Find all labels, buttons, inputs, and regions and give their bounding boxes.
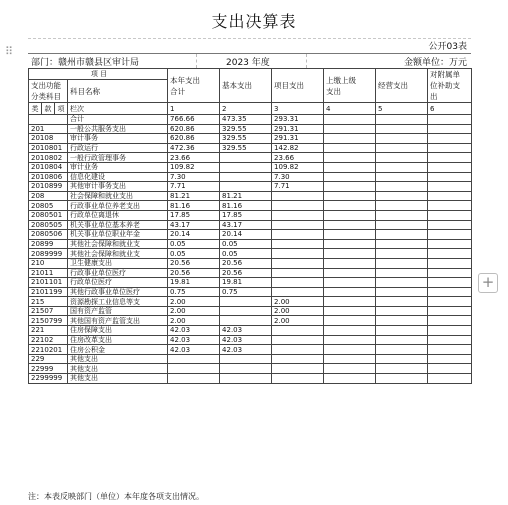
subject-name-cell: 卫生健康支出 xyxy=(68,258,168,268)
table-row xyxy=(29,278,472,288)
upper-cell xyxy=(324,316,376,326)
project-cell xyxy=(272,210,324,220)
subject-name-cell: 信息化建设 xyxy=(68,172,168,182)
total-cell: 20.14 xyxy=(168,230,220,240)
project-cell xyxy=(272,374,324,384)
subject-name-cell: 行政单位离退休 xyxy=(68,210,168,220)
subsidy-cell xyxy=(428,162,472,172)
operating-cell xyxy=(376,374,428,384)
unit-label: 金额单位：万元 xyxy=(403,58,467,68)
basic-cell xyxy=(220,316,272,326)
subject-name-cell: 其他行政事业单位医疗 xyxy=(68,287,168,297)
project-cell: 291.31 xyxy=(272,134,324,144)
total-cell: 42.03 xyxy=(168,345,220,355)
upper-cell xyxy=(324,162,376,172)
upper-cell xyxy=(324,326,376,336)
subsidy-cell xyxy=(428,124,472,134)
subject-name-cell: 行政事业单位医疗 xyxy=(68,268,168,278)
upper-cell xyxy=(324,364,376,374)
upper-cell xyxy=(324,230,376,240)
table-row xyxy=(29,162,472,172)
total-cell: 20.56 xyxy=(168,268,220,278)
operating-cell xyxy=(376,258,428,268)
table-row xyxy=(29,115,472,125)
divider xyxy=(196,54,197,68)
col-upper-header xyxy=(324,69,376,103)
subsidy-cell xyxy=(428,191,472,201)
operating-cell xyxy=(376,115,428,125)
col-subsidy-line3: 出 xyxy=(430,92,438,101)
table-row xyxy=(29,364,472,374)
col-num: 4 xyxy=(324,103,376,115)
subsidy-cell xyxy=(428,287,472,297)
subject-name-cell: 资源勘探工业信息等支 xyxy=(68,297,168,307)
col-operating-header: 经营支出 xyxy=(376,69,428,103)
subsidy-cell xyxy=(428,249,472,259)
basic-cell: 0.75 xyxy=(220,287,272,297)
upper-cell xyxy=(324,335,376,345)
table-row xyxy=(29,182,472,192)
upper-cell xyxy=(324,374,376,384)
project-cell xyxy=(272,326,324,336)
subject-name-cell: 合计 xyxy=(68,115,168,125)
func-code-cell: 210 xyxy=(29,258,68,268)
project-cell xyxy=(272,278,324,288)
subject-name-cell: 其他审计事务支出 xyxy=(68,182,168,192)
upper-cell xyxy=(324,143,376,153)
operating-cell xyxy=(376,354,428,364)
subject-name-cell: 行政事业单位养老支出 xyxy=(68,201,168,211)
subject-name-cell: 机关事业单位基本养老 xyxy=(68,220,168,230)
col-upper-line1: 上缴上级 xyxy=(326,75,357,85)
basic-cell xyxy=(220,182,272,192)
func-code-cell: 20108 xyxy=(29,134,68,144)
section-header: 款 xyxy=(42,103,55,115)
basic-cell: 0.05 xyxy=(220,249,272,259)
total-cell: 23.66 xyxy=(168,153,220,163)
operating-cell xyxy=(376,201,428,211)
col-subsidy-line2: 位补助支 xyxy=(430,81,461,90)
upper-cell xyxy=(324,278,376,288)
col-num: 5 xyxy=(376,103,428,115)
basic-cell: 0.05 xyxy=(220,239,272,249)
table-row xyxy=(29,335,472,345)
subject-name-cell: 审计业务 xyxy=(68,162,168,172)
func-code-cell: 208 xyxy=(29,191,68,201)
col-num: 6 xyxy=(428,103,472,115)
func-code-cell: 2010806 xyxy=(29,172,68,182)
operating-cell xyxy=(376,162,428,172)
subsidy-cell xyxy=(428,374,472,384)
table-row xyxy=(29,249,472,259)
table-row xyxy=(29,268,472,278)
subject-name-header: 科目名称 xyxy=(68,80,168,103)
basic-cell xyxy=(220,162,272,172)
upper-cell xyxy=(324,134,376,144)
func-code-cell: 22999 xyxy=(29,364,68,374)
func-code-cell: 201 xyxy=(29,124,68,134)
table-row xyxy=(29,374,472,384)
table-row xyxy=(29,191,472,201)
subject-name-cell: 其他国有资产监管支出 xyxy=(68,316,168,326)
func-code-cell: 215 xyxy=(29,297,68,307)
info-bar xyxy=(28,53,471,69)
basic-cell xyxy=(220,297,272,307)
total-cell: 0.75 xyxy=(168,287,220,297)
func-code-cell: 2080506 xyxy=(29,230,68,240)
func-code-cell: 2080505 xyxy=(29,220,68,230)
table-row xyxy=(29,297,472,307)
operating-cell xyxy=(376,278,428,288)
upper-cell xyxy=(324,201,376,211)
item-small-header: 项 xyxy=(55,103,68,115)
subject-name-cell: 其他社会保障和就业支 xyxy=(68,249,168,259)
func-code-header xyxy=(29,80,68,103)
col-project-header: 项目支出 xyxy=(272,69,324,103)
basic-cell xyxy=(220,354,272,364)
form-code: 公开03表 xyxy=(428,42,467,52)
total-cell xyxy=(168,374,220,384)
subsidy-cell xyxy=(428,172,472,182)
func-code-cell: 2080501 xyxy=(29,210,68,220)
project-cell: 109.82 xyxy=(272,162,324,172)
col-upper-line2: 支出 xyxy=(326,86,342,96)
operating-cell xyxy=(376,335,428,345)
operating-cell xyxy=(376,191,428,201)
project-cell xyxy=(272,249,324,259)
func-code-cell: 2010899 xyxy=(29,182,68,192)
upper-cell xyxy=(324,345,376,355)
total-cell: 109.82 xyxy=(168,162,220,172)
drag-handle-icon[interactable]: ⠿ xyxy=(4,45,14,58)
basic-cell: 17.85 xyxy=(220,210,272,220)
operating-cell xyxy=(376,297,428,307)
add-icon[interactable]: + xyxy=(478,273,498,293)
subsidy-cell xyxy=(428,258,472,268)
total-cell: 620.86 xyxy=(168,134,220,144)
func-code-cell: 2089999 xyxy=(29,249,68,259)
subject-name-cell: 住房改革支出 xyxy=(68,335,168,345)
operating-cell xyxy=(376,220,428,230)
table-row xyxy=(29,134,472,144)
operating-cell xyxy=(376,249,428,259)
operating-cell xyxy=(376,287,428,297)
total-cell: 7.30 xyxy=(168,172,220,182)
subsidy-cell xyxy=(428,297,472,307)
project-cell xyxy=(272,220,324,230)
operating-cell xyxy=(376,364,428,374)
table-row xyxy=(29,326,472,336)
upper-cell xyxy=(324,268,376,278)
total-cell: 620.86 xyxy=(168,124,220,134)
col-num: 3 xyxy=(272,103,324,115)
subsidy-cell xyxy=(428,268,472,278)
total-cell: 472.36 xyxy=(168,143,220,153)
project-cell xyxy=(272,258,324,268)
basic-cell: 42.03 xyxy=(220,335,272,345)
subsidy-cell xyxy=(428,345,472,355)
operating-cell xyxy=(376,316,428,326)
total-cell xyxy=(168,354,220,364)
func-code-cell: 20899 xyxy=(29,239,68,249)
func-code-cell: 2101101 xyxy=(29,278,68,288)
func-code-cell: 221 xyxy=(29,326,68,336)
project-cell: 291.31 xyxy=(272,124,324,134)
subject-name-cell: 住房公积金 xyxy=(68,345,168,355)
upper-cell xyxy=(324,220,376,230)
subsidy-cell xyxy=(428,239,472,249)
project-cell: 23.66 xyxy=(272,153,324,163)
table-row xyxy=(29,239,472,249)
upper-cell xyxy=(324,249,376,259)
col-subsidy-header xyxy=(428,69,472,103)
basic-cell: 20.56 xyxy=(220,258,272,268)
basic-cell: 42.03 xyxy=(220,326,272,336)
operating-cell xyxy=(376,182,428,192)
upper-cell xyxy=(324,258,376,268)
subsidy-cell xyxy=(428,115,472,125)
operating-cell xyxy=(376,230,428,240)
total-cell: 2.00 xyxy=(168,316,220,326)
upper-cell xyxy=(324,124,376,134)
subsidy-cell xyxy=(428,316,472,326)
upper-cell xyxy=(324,182,376,192)
class-header: 类 xyxy=(29,103,42,115)
subsidy-cell xyxy=(428,306,472,316)
project-cell: 7.71 xyxy=(272,182,324,192)
subject-name-cell: 一般行政管理事务 xyxy=(68,153,168,163)
total-cell: 2.00 xyxy=(168,297,220,307)
total-cell: 0.05 xyxy=(168,239,220,249)
operating-cell xyxy=(376,210,428,220)
func-code-line2: 分类科目 xyxy=(31,92,61,101)
func-code-cell: 2010804 xyxy=(29,162,68,172)
table-row xyxy=(29,124,472,134)
subject-name-cell: 行政运行 xyxy=(68,143,168,153)
table-row xyxy=(29,230,472,240)
subject-name-cell: 其他支出 xyxy=(68,364,168,374)
upper-cell xyxy=(324,210,376,220)
project-cell xyxy=(272,354,324,364)
upper-cell xyxy=(324,115,376,125)
total-cell: 42.03 xyxy=(168,335,220,345)
operating-cell xyxy=(376,124,428,134)
subsidy-cell xyxy=(428,278,472,288)
project-cell xyxy=(272,287,324,297)
subsidy-cell xyxy=(428,134,472,144)
subject-name-cell: 其他社会保障和就业支 xyxy=(68,239,168,249)
upper-cell xyxy=(324,239,376,249)
subsidy-cell xyxy=(428,153,472,163)
total-cell: 766.66 xyxy=(168,115,220,125)
total-cell xyxy=(168,364,220,374)
operating-cell xyxy=(376,153,428,163)
total-cell: 2.00 xyxy=(168,306,220,316)
func-code-cell: 22102 xyxy=(29,335,68,345)
subject-name-cell: 住房保障支出 xyxy=(68,326,168,336)
func-code-cell: 21011 xyxy=(29,268,68,278)
col-subsidy-line1: 对附属单 xyxy=(430,70,461,79)
subject-name-cell: 社会保障和就业支出 xyxy=(68,191,168,201)
func-code-cell: 2150799 xyxy=(29,316,68,326)
total-cell: 7.71 xyxy=(168,182,220,192)
project-cell xyxy=(272,268,324,278)
basic-cell: 43.17 xyxy=(220,220,272,230)
subject-name-cell: 其他支出 xyxy=(68,374,168,384)
basic-cell: 81.21 xyxy=(220,191,272,201)
func-code-cell: 21507 xyxy=(29,306,68,316)
basic-cell: 20.14 xyxy=(220,230,272,240)
subject-name-cell: 审计事务 xyxy=(68,134,168,144)
basic-cell xyxy=(220,306,272,316)
expenditure-table xyxy=(28,68,472,384)
project-cell xyxy=(272,335,324,345)
department-label: 部门：赣州市赣县区审计局 xyxy=(31,58,140,68)
subsidy-cell xyxy=(428,220,472,230)
subject-name-cell: 国有资产监管 xyxy=(68,306,168,316)
project-cell: 293.31 xyxy=(272,115,324,125)
operating-cell xyxy=(376,345,428,355)
project-cell: 2.00 xyxy=(272,306,324,316)
func-code-cell: 20805 xyxy=(29,201,68,211)
subsidy-cell xyxy=(428,230,472,240)
table-row xyxy=(29,306,472,316)
basic-cell: 81.16 xyxy=(220,201,272,211)
subsidy-cell xyxy=(428,354,472,364)
basic-cell xyxy=(220,172,272,182)
project-cell: 2.00 xyxy=(272,297,324,307)
total-cell: 81.21 xyxy=(168,191,220,201)
func-code-cell: 2010801 xyxy=(29,143,68,153)
col-num: 1 xyxy=(168,103,220,115)
subsidy-cell xyxy=(428,182,472,192)
total-cell: 20.56 xyxy=(168,258,220,268)
total-cell: 42.03 xyxy=(168,326,220,336)
total-cell: 17.85 xyxy=(168,210,220,220)
year-label: 2023 年度 xyxy=(226,58,270,68)
total-cell: 0.05 xyxy=(168,249,220,259)
func-code-cell: 2210201 xyxy=(29,345,68,355)
table-row xyxy=(29,210,472,220)
project-cell xyxy=(272,345,324,355)
subsidy-cell xyxy=(428,364,472,374)
project-cell xyxy=(272,239,324,249)
basic-cell xyxy=(220,364,272,374)
basic-cell: 329.55 xyxy=(220,134,272,144)
upper-cell xyxy=(324,306,376,316)
table-row xyxy=(29,143,472,153)
operating-cell xyxy=(376,239,428,249)
table-row xyxy=(29,220,472,230)
upper-cell xyxy=(324,297,376,307)
footnote: 注：本表反映部门（单位）本年度各项支出情况。 xyxy=(28,492,204,501)
project-cell xyxy=(272,230,324,240)
project-cell: 7.30 xyxy=(272,172,324,182)
func-code-cell: 229 xyxy=(29,354,68,364)
operating-cell xyxy=(376,134,428,144)
page-title: 支出决算表 xyxy=(211,12,297,31)
operating-cell xyxy=(376,306,428,316)
basic-cell: 329.55 xyxy=(220,124,272,134)
project-cell: 2.00 xyxy=(272,316,324,326)
func-code-cell: 2010802 xyxy=(29,153,68,163)
subsidy-cell xyxy=(428,210,472,220)
upper-cell xyxy=(324,191,376,201)
subject-name-cell: 机关事业单位职业年金 xyxy=(68,230,168,240)
col-total-header xyxy=(168,69,220,103)
func-code-line1: 支出功能 xyxy=(31,81,61,90)
form-code-row xyxy=(28,38,471,51)
subject-name-cell: 行政单位医疗 xyxy=(68,278,168,288)
project-cell: 142.82 xyxy=(272,143,324,153)
upper-cell xyxy=(324,172,376,182)
subsidy-cell xyxy=(428,326,472,336)
basic-cell xyxy=(220,374,272,384)
func-code-cell: 2101199 xyxy=(29,287,68,297)
upper-cell xyxy=(324,153,376,163)
func-code-cell xyxy=(29,115,68,125)
project-cell xyxy=(272,201,324,211)
subsidy-cell xyxy=(428,201,472,211)
project-cell xyxy=(272,191,324,201)
total-cell: 81.16 xyxy=(168,201,220,211)
operating-cell xyxy=(376,268,428,278)
operating-cell xyxy=(376,326,428,336)
table-row xyxy=(29,201,472,211)
divider xyxy=(306,54,307,68)
total-cell: 19.81 xyxy=(168,278,220,288)
table-row xyxy=(29,316,472,326)
table-row xyxy=(29,172,472,182)
col-index-label: 栏次 xyxy=(68,103,168,115)
item-header: 项 目 xyxy=(29,69,168,80)
basic-cell: 20.56 xyxy=(220,268,272,278)
col-basic-header: 基本支出 xyxy=(220,69,272,103)
basic-cell: 19.81 xyxy=(220,278,272,288)
upper-cell xyxy=(324,354,376,364)
project-cell xyxy=(272,364,324,374)
col-num: 2 xyxy=(220,103,272,115)
table-row xyxy=(29,354,472,364)
table-row xyxy=(29,153,472,163)
basic-cell: 473.35 xyxy=(220,115,272,125)
table-row xyxy=(29,345,472,355)
subsidy-cell xyxy=(428,143,472,153)
col-total-line1: 本年支出 xyxy=(170,75,201,85)
table-row xyxy=(29,258,472,268)
operating-cell xyxy=(376,172,428,182)
subject-name-cell: 一般公共服务支出 xyxy=(68,124,168,134)
basic-cell xyxy=(220,153,272,163)
total-cell: 43.17 xyxy=(168,220,220,230)
col-total-line2: 合计 xyxy=(170,86,186,96)
basic-cell: 329.55 xyxy=(220,143,272,153)
subsidy-cell xyxy=(428,335,472,345)
table-row xyxy=(29,287,472,297)
subject-name-cell: 其他支出 xyxy=(68,354,168,364)
func-code-cell: 2299999 xyxy=(29,374,68,384)
upper-cell xyxy=(324,287,376,297)
operating-cell xyxy=(376,143,428,153)
basic-cell: 42.03 xyxy=(220,345,272,355)
